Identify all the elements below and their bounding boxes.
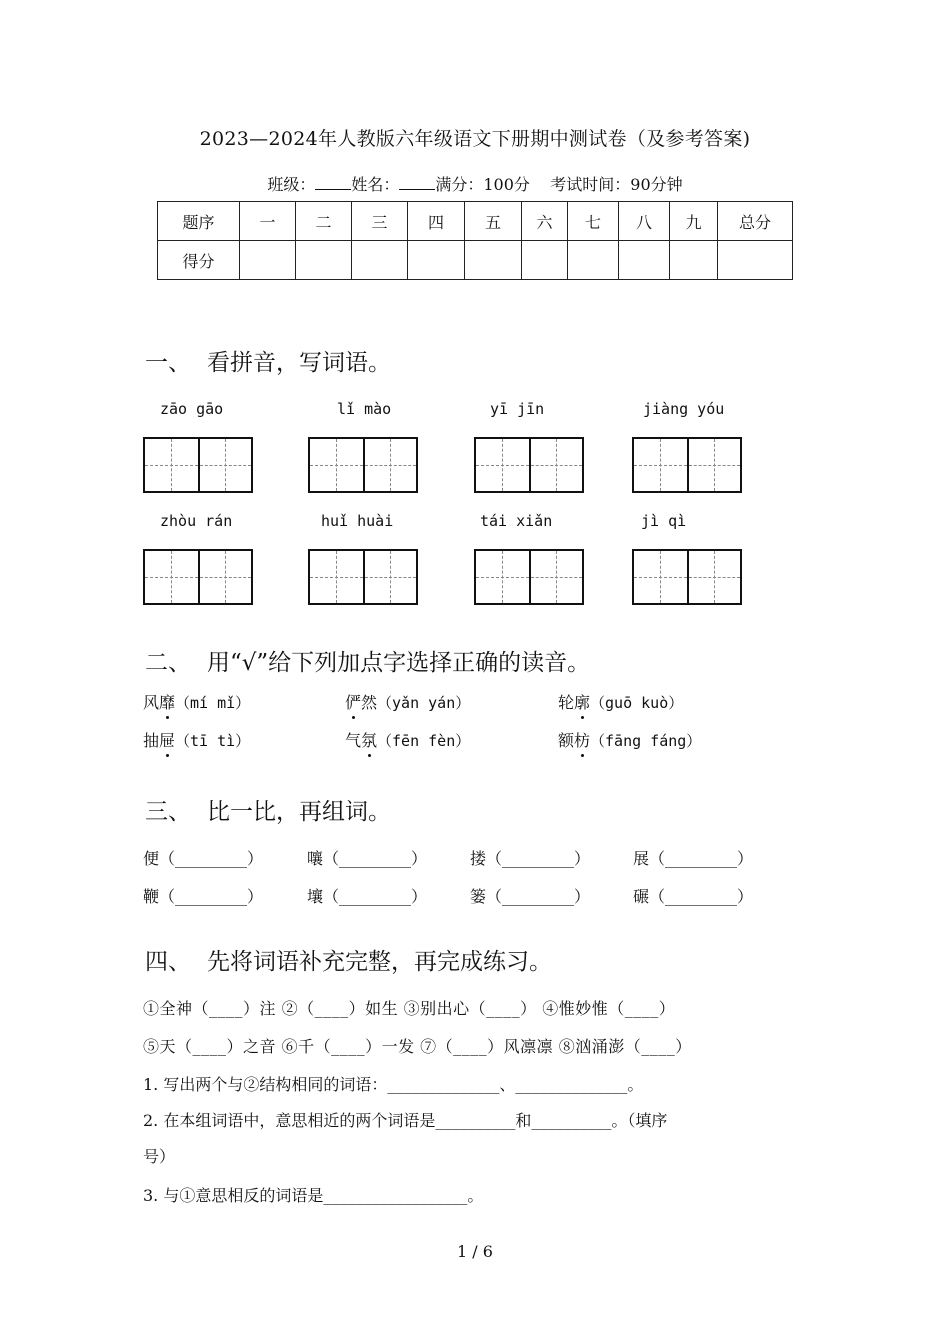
score-table-cell: 七 xyxy=(568,202,619,241)
exam-time: 考试时间：90分钟 xyxy=(550,175,683,194)
writing-grid[interactable] xyxy=(632,437,742,493)
writing-grid[interactable] xyxy=(143,437,253,493)
score-table-cell: 题序 xyxy=(158,202,240,241)
idiom-line-2[interactable]: ⑤天（____）之音 ⑥千（____）一发 ⑦（____）风凛凛 ⑧汹涌澎（____） xyxy=(143,1037,692,1056)
section-2-heading: 二、 用“√”给下列加点字选择正确的读音。 xyxy=(145,650,591,676)
score-input-cell[interactable] xyxy=(408,241,465,280)
section-1-heading: 一、 看拼音，写词语。 xyxy=(145,350,391,376)
score-input-cell[interactable] xyxy=(670,241,718,280)
pinyin-8: jì qì xyxy=(641,512,687,530)
score-table xyxy=(157,201,793,280)
section-3-heading: 三、 比一比，再组词。 xyxy=(145,799,391,825)
score-input-cell[interactable] xyxy=(296,241,352,280)
exam-info xyxy=(0,172,950,195)
score-table-cell: 总分 xyxy=(718,202,793,241)
page-number: 1 / 6 xyxy=(457,1242,493,1261)
word-pair-item[interactable]: 篓（_________） xyxy=(470,887,591,906)
word-pair-item[interactable]: 搂（_________） xyxy=(470,849,591,868)
pinyin-1: zāo gāo xyxy=(160,400,224,418)
idiom-line-1[interactable]: ①全神（____）注 ②（____）如生 ③别出心（____） ④惟妙惟（____） xyxy=(143,999,676,1018)
word-pair-item[interactable]: 碾（_________） xyxy=(633,887,754,906)
writing-grid[interactable] xyxy=(474,549,584,605)
pinyin-6: huǐ huài xyxy=(321,512,394,530)
word-pair-item[interactable]: 壤（_________） xyxy=(307,887,428,906)
score-table-cell: 九 xyxy=(670,202,718,241)
question-2-cont: 号） xyxy=(143,1147,176,1166)
reading-item: 额枋（fāng fáng） xyxy=(558,728,701,751)
word-pair-item[interactable]: 展（_________） xyxy=(633,849,754,868)
score-table-cell: 五 xyxy=(465,202,522,241)
score-table-cell: 得分 xyxy=(158,241,240,280)
word-pair-item[interactable]: 便（_________） xyxy=(143,849,264,868)
class-blank xyxy=(315,176,351,190)
score-input-cell[interactable] xyxy=(352,241,408,280)
section-4-heading: 四、 先将词语补充完整，再完成练习。 xyxy=(145,949,552,975)
score-input-cell[interactable] xyxy=(240,241,296,280)
score-input-cell[interactable] xyxy=(619,241,670,280)
pinyin-3: yī jīn xyxy=(490,400,545,418)
pinyin-7: tái xiǎn xyxy=(480,512,553,530)
class-label: 班级： xyxy=(267,175,316,194)
reading-item: 抽屉（tī tì） xyxy=(143,728,250,751)
pinyin-5: zhòu rán xyxy=(160,512,233,530)
name-label: 姓名： xyxy=(351,175,400,194)
score-table-cell: 一 xyxy=(240,202,296,241)
score-table-cell: 六 xyxy=(522,202,568,241)
reading-item: 风靡（mí mǐ） xyxy=(143,690,250,713)
reading-item: 俨然（yǎn yán） xyxy=(345,690,470,713)
word-pair-item[interactable]: 嚷（_________） xyxy=(307,849,428,868)
name-blank xyxy=(399,176,435,190)
score-input-cell[interactable] xyxy=(522,241,568,280)
writing-grid[interactable] xyxy=(474,437,584,493)
page-title: 2023—2024年人教版六年级语文下册期中测试卷（及参考答案) xyxy=(199,128,751,150)
reading-item: 轮廓（guō kuò） xyxy=(558,690,683,713)
score-table-header-row xyxy=(158,202,793,241)
score-input-cell[interactable] xyxy=(568,241,619,280)
full-score: 满分：100分 xyxy=(435,175,530,194)
question-3[interactable]: 3. 与①意思相反的词语是__________________。 xyxy=(143,1186,484,1205)
word-pair-item[interactable]: 鞭（_________） xyxy=(143,887,264,906)
question-1[interactable]: 1. 写出两个与②结构相同的词语：______________、______________。 xyxy=(143,1075,644,1094)
writing-grid[interactable] xyxy=(632,549,742,605)
question-2[interactable]: 2. 在本组词语中，意思相近的两个词语是__________和__________。（填序 xyxy=(143,1111,668,1130)
score-table-cell: 三 xyxy=(352,202,408,241)
score-table-cell: 四 xyxy=(408,202,465,241)
writing-grid[interactable] xyxy=(308,549,418,605)
score-table-cell: 八 xyxy=(619,202,670,241)
score-table-score-row xyxy=(158,241,793,280)
pinyin-2: lǐ mào xyxy=(337,400,392,418)
score-input-cell[interactable] xyxy=(465,241,522,280)
writing-grid[interactable] xyxy=(143,549,253,605)
pinyin-4: jiàng yóu xyxy=(643,400,725,418)
writing-grid[interactable] xyxy=(308,437,418,493)
reading-item: 气氛（fēn fèn） xyxy=(345,728,470,751)
score-input-cell[interactable] xyxy=(718,241,793,280)
score-table-cell: 二 xyxy=(296,202,352,241)
